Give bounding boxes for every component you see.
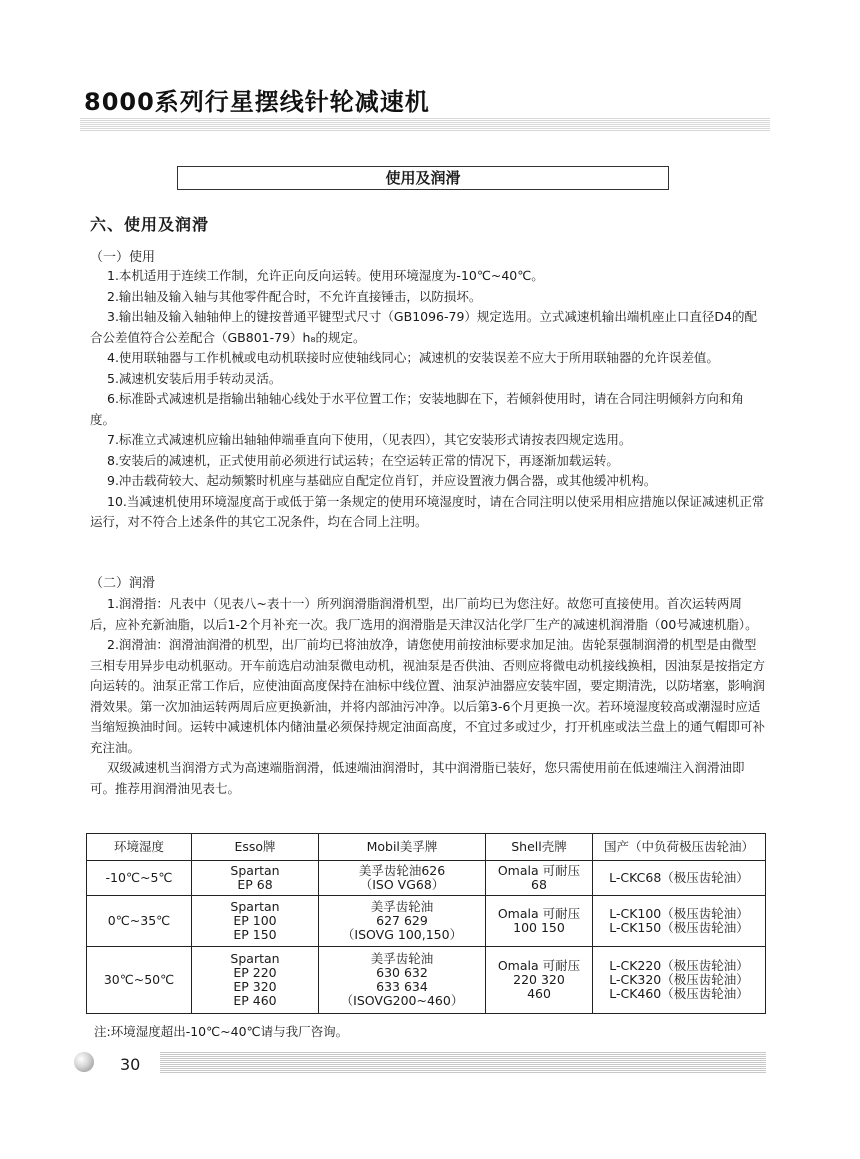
table-cell: Spartan EP 68: [192, 861, 319, 896]
table-cell: L-CKC68（极压齿轮油）: [593, 861, 766, 896]
usage-item: 9.冲击载荷较大、起动频繁时机座与基础应自配定位肖钉，并应设置液力偶合器，或其他缓冲机构。: [107, 473, 657, 488]
table-header-cell: Esso牌: [192, 834, 319, 861]
usage-item: 3.输出轴及输入轴轴伸上的键按普通平键型式尺寸（GB1096-79）规定选用。立式减速机输出端机座止口直径D4的配合公差值符合公差配合（GB801-79）h₈的规定。: [90, 309, 757, 345]
table-cell: 0℃~35℃: [87, 896, 192, 947]
table-header-cell: 国产（中负荷极压齿轮油）: [593, 834, 766, 861]
table-header-cell: Mobil美孚牌: [319, 834, 486, 861]
table-cell: 美孚齿轮油 630 632 633 634 （ISOVG200~460）: [319, 947, 486, 1014]
table-cell: L-CK100（极压齿轮油） L-CK150（极压齿轮油）: [593, 896, 766, 947]
usage-item: 6.标准卧式减速机是指输出轴轴心线处于水平位置工作；安装地脚在下，若倾斜使用时，请在合同注明倾斜方向和角度。: [90, 391, 744, 427]
table-header-row: [87, 834, 766, 861]
lubricant-table: [86, 833, 766, 1014]
page-number: 30: [120, 1055, 141, 1074]
lubrication-item: 双级减速机当润滑方式为高速端脂润滑，低速端油润滑时，其中润滑脂已装好，您只需使用前在低速端注入润滑油即可。推荐用润滑油见表七。: [90, 760, 745, 796]
table-row: [87, 861, 766, 896]
section-heading: 六、使用及润滑: [90, 215, 210, 234]
header-stripe-bar: [80, 118, 770, 132]
usage-item: 10.当减速机使用环境湿度高于或低于第一条规定的使用环境湿度时，请在合同注明以使采用相应措施以保证减速机正常运行，对不符合上述条件的其它工况条件，均在合同上注明。: [90, 493, 765, 529]
section-title-box: 使用及润滑: [177, 166, 669, 190]
usage-item: 5.减速机安装后用手转动灵活。: [107, 370, 282, 386]
usage-item: 4.使用联轴器与工作机械或电动机联接时应使轴线同心；减速机的安装误差不应大于所用联轴器的允许误差值。: [107, 350, 719, 365]
table-cell: 美孚齿轮油626 （ISO VG68）: [319, 861, 486, 896]
table-note: 注:环境湿度超出-10℃~40℃请与我厂咨询。: [94, 1024, 349, 1039]
table-cell: Omala 可耐压 100 150: [486, 896, 593, 947]
usage-item: 7.标准立式减速机应输出轴轴伸端垂直向下使用，（见表四），其它安装形式请按表四规定选用。: [107, 432, 632, 447]
page-marker-icon: [74, 1052, 94, 1072]
usage-item: 1.本机适用于连续工作制，允许正向反向运转。使用环境湿度为-10℃~40℃。: [107, 268, 544, 283]
table-cell: L-CK220（极压齿轮油） L-CK320（极压齿轮油） L-CK460（极压齿轮油）: [593, 947, 766, 1014]
table-row: [87, 947, 766, 1014]
table-cell: 美孚齿轮油 627 629 （ISOVG 100,150）: [319, 896, 486, 947]
page-title: 8000系列行星摆线针轮减速机: [84, 88, 430, 116]
table-cell: Spartan EP 100 EP 150: [192, 896, 319, 947]
usage-list: [90, 266, 766, 533]
table-header-cell: Shell壳牌: [486, 834, 593, 861]
footer-stripe-bar: [160, 1052, 766, 1074]
lubrication-item: 2.润滑油：润滑油润滑的机型，出厂前均已将油放净，请您使用前按油标要求加足油。齿轮泵强制润滑的机型是由微型三相专用异步电动机驱动。开车前选启动油泵微电动机，视油泵是否供油、否则应将微电动机接线换相，因油泵是按指定方向运转的。油泵正常工作后，应使油面高度保持在油标中线位置、油泵泸油器应安装牢固，要定期清洗，以防堵塞，影响润滑效果。第一次加油运转两周后应更换新油，并将内部油污冲净。以后第3-6个月更换一次。若环境湿度较高或潮湿时应适当缩短换油时间。运转中减速机体内储油量必须保持规定油面高度，不宜过多或过少，打开机座或法兰盘上的通气帽即可补充注油。: [90, 637, 766, 755]
usage-subheading: （一）使用: [90, 250, 156, 265]
table-cell: Spartan EP 220 EP 320 EP 460: [192, 947, 319, 1014]
table-cell: 30℃~50℃: [87, 947, 192, 1014]
table-header-cell: 环境湿度: [87, 834, 192, 861]
lubrication-item: 1.润滑指：凡表中（见表八~表十一）所列润滑脂润滑机型，出厂前均已为您注好。故您可直接使用。首次运转两周后，应补充新油脂，以后1-2个月补充一次。我厂选用的润滑脂是天津汉沽化学厂生产的减速机润滑脂（00号减速机脂）。: [90, 596, 758, 632]
lubrication-subheading: （二）润滑: [90, 576, 156, 591]
table-cell: -10℃~5℃: [87, 861, 192, 896]
usage-item: 8.安装后的减速机，正式使用前必须进行试运转；在空运转正常的情况下，再逐渐加载运转。: [107, 452, 619, 468]
table-row: [87, 896, 766, 947]
table-cell: Omala 可耐压 68: [486, 861, 593, 896]
table-cell: Omala 可耐压 220 320 460: [486, 947, 593, 1014]
usage-item: 2.输出轴及输入轴与其他零件配合时，不允许直接锤击，以防损坏。: [107, 288, 482, 304]
lubrication-list: [90, 594, 766, 799]
